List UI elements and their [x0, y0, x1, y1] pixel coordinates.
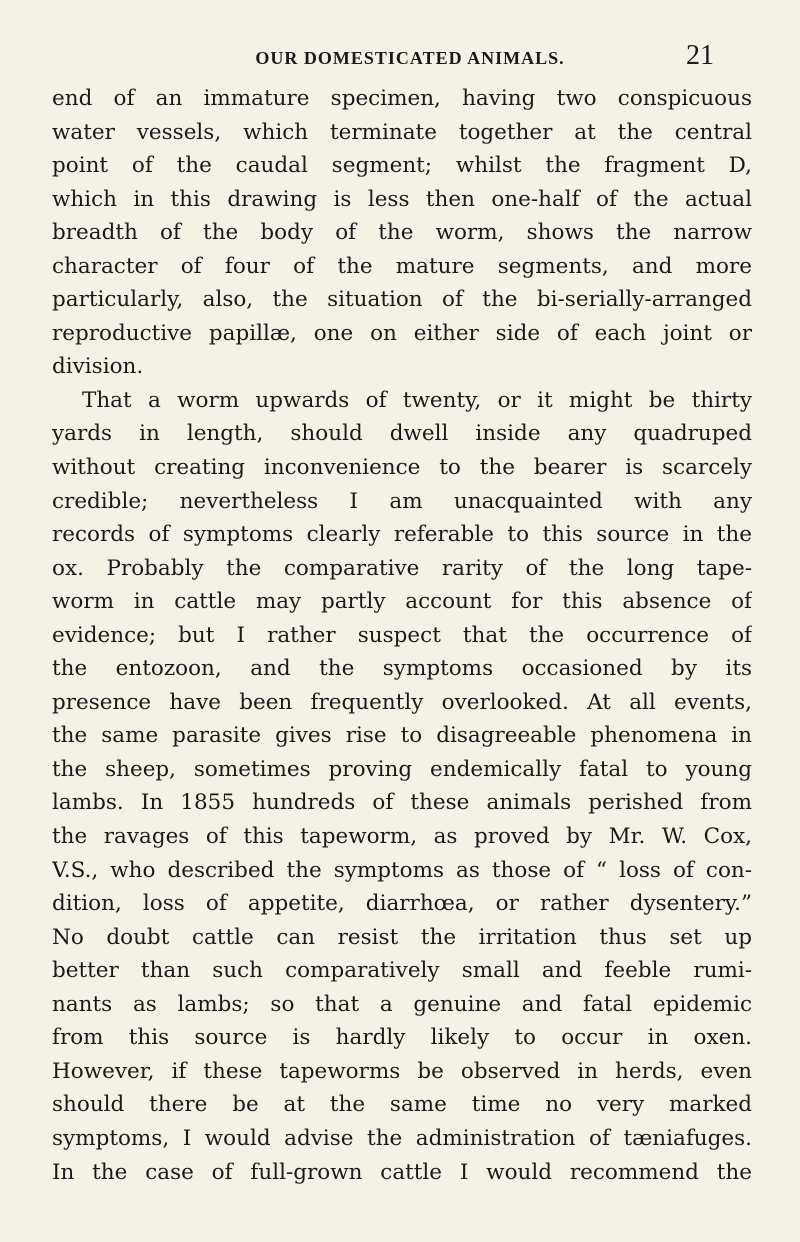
text-line: yards in length, should dwell inside any quadruped	[52, 421, 752, 447]
text-line: better than such comparatively small and feeble rumi-	[52, 958, 752, 984]
text-line: breadth of the body of the worm, shows the narrow	[52, 220, 752, 246]
text-line: dition, loss of appetite, diarrhœa, or rather dysentery.”	[52, 891, 752, 917]
text-line: the same parasite gives rise to disagreeable phenomena in	[52, 723, 752, 749]
text-line: In the case of full-grown cattle I would recommend the	[52, 1159, 752, 1185]
text-line: No doubt cattle can resist the irritation thus set up	[52, 924, 752, 950]
text-line: the sheep, sometimes proving endemically fatal to young	[52, 756, 752, 782]
text-line: presence have been frequently overlooked. At all events,	[52, 689, 752, 715]
text-line: from this source is hardly likely to occur in oxen.	[52, 1025, 752, 1051]
text-line: the ravages of this tapeworm, as proved by Mr. W. Cox,	[52, 824, 752, 850]
text-line: That a worm upwards of twenty, or it might be thirty	[82, 387, 752, 413]
text-line: However, if these tapeworms be observed in herds, even	[52, 1058, 752, 1084]
text-line: which in this drawing is less then one-half of the actual	[52, 186, 752, 212]
text-line: division.	[52, 354, 144, 380]
text-line: water vessels, which terminate together at the central	[52, 119, 752, 145]
body-text	[52, 82, 752, 1189]
text-line: reproductive papillæ, one on either side of each joint or	[52, 320, 752, 346]
text-line: credible; nevertheless I am unacquainted with any	[52, 488, 752, 514]
text-line: without creating inconvenience to the bearer is scarcely	[52, 455, 752, 481]
text-line: evidence; but I rather suspect that the occurrence of	[52, 622, 752, 648]
text-line: the entozoon, and the symptoms occasioned by its	[52, 656, 752, 682]
text-line: should there be at the same time no very marked	[52, 1092, 752, 1118]
running-head: OUR DOMESTICATED ANIMALS.	[255, 48, 565, 68]
text-line: ox. Probably the comparative rarity of the long tape-	[52, 555, 752, 581]
page-number: 21	[686, 40, 714, 71]
text-line: point of the caudal segment; whilst the fragment D,	[52, 153, 752, 179]
text-line: particularly, also, the situation of the bi-serially-arranged	[52, 287, 752, 313]
text-line: nants as lambs; so that a genuine and fatal epidemic	[52, 991, 752, 1017]
text-line: V.S., who described the symptoms as those of “ loss of con-	[52, 857, 752, 883]
text-line: lambs. In 1855 hundreds of these animals perished from	[52, 790, 752, 816]
text-line: end of an immature specimen, having two conspicuous	[52, 86, 752, 111]
text-line: symptoms, I would advise the administration of tæniafuges.	[52, 1125, 752, 1151]
text-line: character of four of the mature segments, and more	[52, 253, 752, 279]
text-line: worm in cattle may partly account for this absence of	[52, 589, 752, 615]
text-line: records of symptoms clearly referable to this source in the	[52, 522, 752, 548]
